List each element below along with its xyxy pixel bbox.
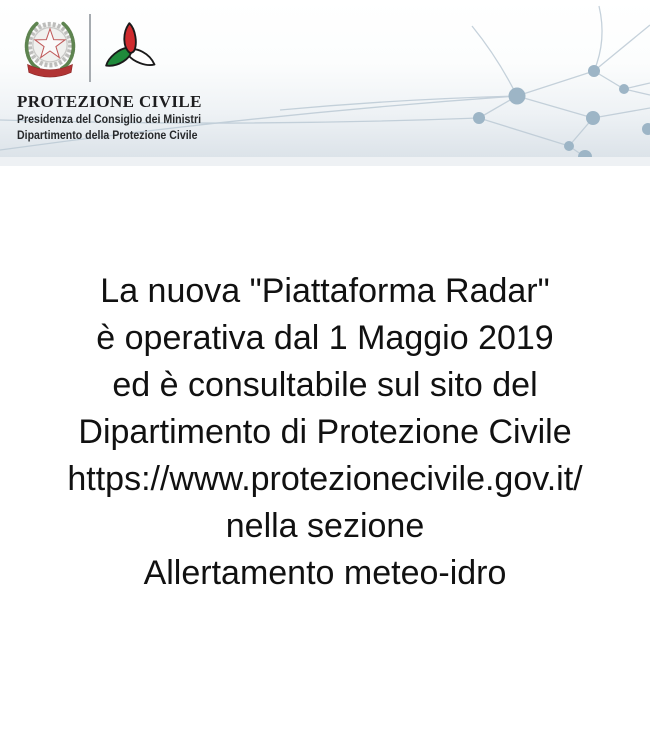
brand-subtitle-1: Presidenza del Consiglio dei Ministri: [17, 114, 202, 126]
announcement-line-3: ed è consultabile sul sito del: [112, 366, 538, 404]
brand-subtitle-2: Dipartimento della Protezione Civile: [17, 129, 198, 142]
logo-divider: [89, 14, 91, 82]
announcement-line-2: è operativa dal 1 Maggio 2019: [96, 319, 554, 357]
announcement-text: [0, 268, 650, 597]
brand-block: [17, 10, 217, 143]
announcement-line-4: Dipartimento di Protezione Civile: [78, 413, 572, 451]
announcement-line-6: nella sezione: [225, 507, 425, 545]
header-bottom-strip: [0, 157, 650, 166]
logo-row: [17, 10, 217, 86]
announcement-line-7: Allertamento meteo-idro: [143, 554, 507, 592]
announcement-line-1: La nuova "Piattaforma Radar": [100, 272, 550, 310]
page-header: [0, 0, 650, 157]
brand-name: PROTEZIONE CIVILE: [17, 92, 202, 111]
announcement-url: https://www.protezionecivile.gov.it/: [67, 460, 583, 498]
italy-emblem-icon: [17, 11, 83, 85]
pc-tricolor-icon: [99, 12, 161, 84]
